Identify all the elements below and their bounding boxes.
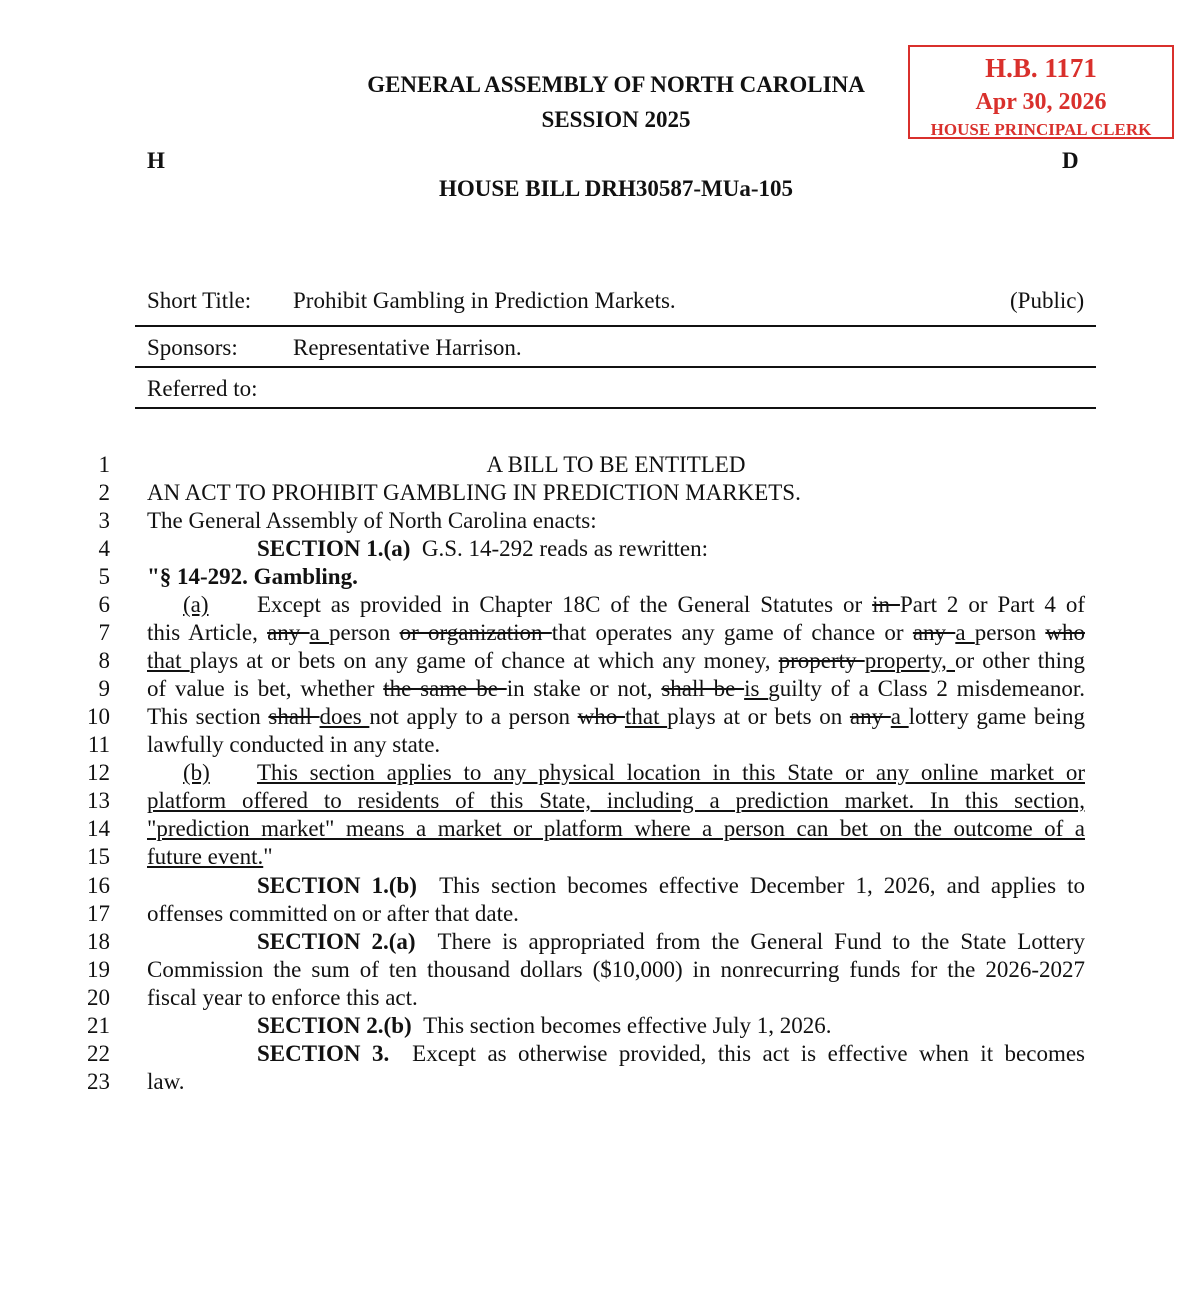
line-number: 4 [98, 536, 110, 561]
deleted-text: any [849, 704, 891, 729]
chamber-marker-left: H [147, 148, 165, 173]
inserted-text: a [309, 620, 330, 645]
divider [135, 366, 1096, 368]
sponsors-label: Sponsors: [147, 335, 238, 360]
act-title: AN ACT TO PROHIBIT GAMBLING IN PREDICTION MARKETS. [147, 480, 801, 505]
inserted-text: a [955, 620, 975, 645]
statute-line [147, 620, 1085, 646]
section-text: law. [147, 1069, 185, 1094]
bill-heading: A BILL TO BE ENTITLED [486, 452, 746, 477]
inserted-text: platform offered to residents of this State, including a prediction market. In this section, [147, 788, 1085, 813]
short-title-label: Short Title: [147, 288, 252, 313]
line-number: 10 [87, 704, 110, 729]
deleted-text: who [1045, 620, 1085, 645]
statute-text: or other thing [955, 648, 1085, 673]
statute-text: lottery game being [908, 704, 1085, 729]
line-number: 15 [87, 844, 110, 869]
statute-line [147, 760, 1085, 786]
section-2b [147, 1013, 832, 1039]
statute-text: Except as provided in Chapter 18C of the General Statutes or [257, 592, 873, 617]
line-number: 8 [98, 648, 110, 673]
section-text: G.S. 14-292 reads as rewritten: [421, 536, 709, 561]
section-label: SECTION 2.(b) [257, 1013, 412, 1038]
section-text: fiscal year to enforce this act. [147, 985, 418, 1010]
line-number: 1 [98, 452, 110, 477]
inserted-text: future event. [147, 844, 264, 869]
draft-marker-right: D [1062, 148, 1079, 173]
section-label: SECTION 3. [257, 1041, 390, 1066]
deleted-text: shall [268, 704, 320, 729]
line-number: 2 [98, 480, 110, 505]
line-number: 20 [87, 985, 110, 1010]
sponsors: Representative Harrison. [293, 335, 522, 360]
section-text: offenses committed on or after that date. [147, 901, 519, 926]
line-number: 5 [98, 564, 110, 589]
statute-text: plays at or bets on [667, 704, 850, 729]
section-text: This section becomes effective July 1, 2026. [423, 1013, 832, 1038]
deleted-text: property [778, 648, 865, 673]
enacting-clause: The General Assembly of North Carolina enacts: [147, 508, 597, 533]
statute-text: person [329, 620, 400, 645]
section-text: Except as otherwise provided, this act is effective when it becomes [412, 1041, 1086, 1066]
section-text: This section becomes effective December 1, 2026, and applies to [439, 873, 1085, 898]
statute-text: that operates any game of chance or [551, 620, 913, 645]
line-number: 14 [87, 816, 110, 841]
inserted-text: (a) [183, 592, 209, 617]
line-number: 6 [98, 592, 110, 617]
inserted-text: is [744, 676, 769, 701]
statute-line [147, 592, 1085, 618]
statute-line [147, 676, 1085, 702]
divider [135, 325, 1096, 327]
section-3 [147, 1041, 1085, 1067]
section-1b [147, 873, 1085, 899]
statute-heading: "§ 14-292. Gambling. [147, 564, 358, 589]
deleted-text: in [872, 592, 900, 617]
line-number: 3 [98, 508, 110, 533]
public-marker: (Public) [1010, 288, 1085, 313]
inserted-text: that [624, 704, 668, 729]
deleted-text: shall be [661, 676, 745, 701]
line-number: 9 [98, 676, 110, 701]
inserted-text: a [890, 704, 909, 729]
statute-line [147, 844, 273, 870]
referred-label: Referred to: [147, 376, 258, 401]
session-title: SESSION 2025 [541, 107, 691, 132]
statute-text: person [974, 620, 1046, 645]
line-number: 11 [87, 732, 110, 757]
assembly-title: GENERAL ASSEMBLY OF NORTH CAROLINA [367, 72, 865, 97]
inserted-text: that [147, 648, 190, 673]
bill-identifier: HOUSE BILL DRH30587-MUa-105 [439, 176, 793, 201]
stamp-clerk: HOUSE PRINCIPAL CLERK [930, 120, 1152, 139]
inserted-text: "prediction market" means a market or platform where a person can bet on the outcome of a [147, 816, 1085, 841]
deleted-text: any [912, 620, 956, 645]
statute-text: This section [147, 704, 269, 729]
statute-text: in stake or not, [506, 676, 662, 701]
statute-line [147, 704, 1085, 730]
deleted-text: who [577, 704, 625, 729]
divider [135, 407, 1096, 409]
deleted-text: or organization [399, 620, 552, 645]
line-number: 16 [87, 873, 110, 898]
statute-text: not apply to a person [369, 704, 578, 729]
deleted-text: the same be [383, 676, 507, 701]
line-number: 17 [87, 901, 110, 926]
line-number: 7 [98, 620, 110, 645]
line-number: 19 [87, 957, 110, 982]
stamp-date: Apr 30, 2026 [975, 89, 1107, 115]
statute-text: guilty of a Class 2 misdemeanor. [768, 676, 1086, 701]
section-text: There is appropriated from the General Fund to the State Lottery [437, 929, 1086, 954]
section-label: SECTION 2.(a) [257, 929, 416, 954]
statute-text: plays at or bets on any game of chance at which any money, [189, 648, 779, 673]
short-title: Prohibit Gambling in Prediction Markets. [293, 288, 676, 313]
inserted-text: property, [864, 648, 955, 673]
statute-text: of value is bet, whether [147, 676, 384, 701]
line-number: 12 [87, 760, 110, 785]
section-label: SECTION 1.(b) [257, 873, 417, 898]
line-number: 23 [87, 1069, 110, 1094]
line-number: 21 [87, 1013, 110, 1038]
statute-text: " [263, 844, 273, 869]
inserted-text: This section applies to any physical location in this State or any online market or [257, 760, 1085, 785]
line-number: 22 [87, 1041, 110, 1066]
statute-text: Part 2 or Part 4 of [899, 592, 1086, 617]
line-number: 18 [87, 929, 110, 954]
inserted-text: (b) [183, 760, 210, 785]
statute-line: lawfully conducted in any state. [147, 732, 441, 757]
section-label: SECTION 1.(a) [257, 536, 411, 561]
line-number: 13 [87, 788, 110, 813]
inserted-text: does [319, 704, 370, 729]
section-2a [147, 929, 1085, 955]
section-1a [147, 536, 708, 562]
stamp-bill-number: H.B. 1171 [985, 53, 1097, 83]
section-text: Commission the sum of ten thousand dollars ($10,000) in nonrecurring funds for the 2026-2027 [147, 957, 1085, 982]
statute-line [147, 648, 1085, 674]
statute-text: this Article, [147, 620, 268, 645]
deleted-text: any [267, 620, 310, 645]
